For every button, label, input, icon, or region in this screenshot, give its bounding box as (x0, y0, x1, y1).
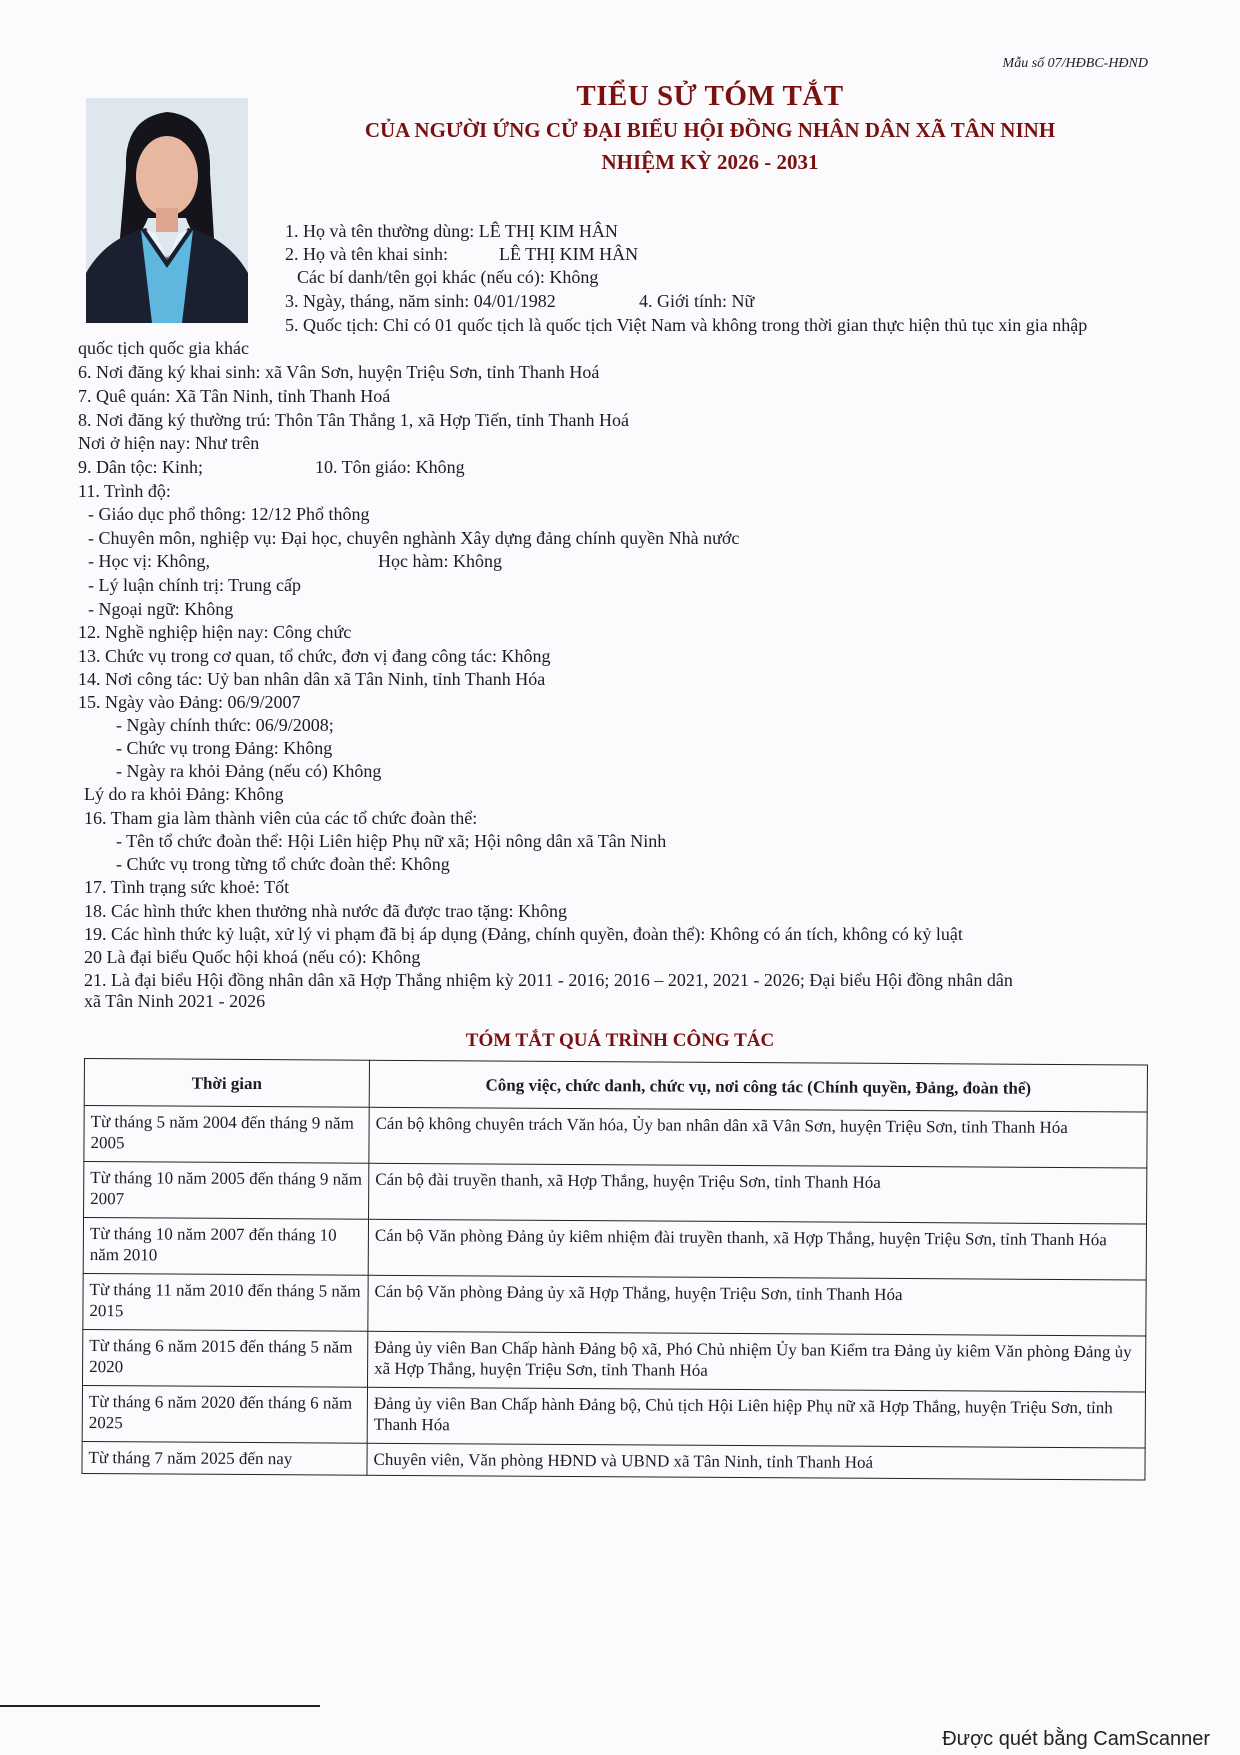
health-status: 17. Tình trạng sức khoẻ: Tốt (84, 877, 290, 897)
birth-name-label: 2. Họ và tên khai sinh: (285, 244, 448, 264)
birth-registration-place: 6. Nơi đăng ký khai sinh: xã Vân Sơn, huyện Triệu Sơn, tỉnh Thanh Hoá (78, 362, 600, 382)
footer-divider (0, 1705, 320, 1707)
birth-name-value: LÊ THỊ KIM HÂN (499, 244, 639, 264)
portrait-photo (86, 98, 248, 323)
organization-names: - Tên tổ chức đoàn thể: Hội Liên hiệp Phụ nữ xã; Hội nông dân xã Tân Ninh (116, 831, 667, 851)
religion: 10. Tôn giáo: Không (315, 457, 465, 477)
party-position: - Chức vụ trong Đảng: Không (116, 738, 333, 758)
title-line-3: NHIỆM KỲ 2026 - 2031 (601, 150, 819, 174)
row-job: Cán bộ Văn phòng Đảng ủy kiêm nhiệm đài truyền thanh, xã Hợp Thắng, huyện Triệu Sơn, tỉnh Thanh Hóa (368, 1219, 1146, 1280)
political-theory: - Lý luận chính trị: Trung cấp (88, 575, 301, 595)
title-line-1: TIỂU SỬ TÓM TẮT (576, 80, 844, 112)
table-row (83, 1218, 1146, 1280)
organization-positions: - Chức vụ trong từng tổ chức đoàn thể: Không (116, 854, 450, 874)
professional-qualification: - Chuyên môn, nghiệp vụ: Đại học, chuyên nghành Xây dựng đảng chính quyền Nhà nước (88, 528, 740, 548)
foreign-language: - Ngoại ngữ: Không (88, 599, 234, 619)
table-row (82, 1329, 1145, 1391)
awards: 18. Các hình thức khen thưởng nhà nước đã được trao tặng: Không (84, 901, 567, 921)
party-leave-date: - Ngày ra khỏi Đảng (nếu có) Không (116, 761, 382, 781)
workplace: 14. Nơi công tác: Uỷ ban nhân dân xã Tân Ninh, tỉnh Thanh Hóa (78, 669, 546, 689)
work-history-table (81, 1058, 1148, 1480)
academic-degree: - Học vị: Không, (88, 551, 210, 571)
form-code: Mẫu số 07/HĐBC-HĐND (1002, 56, 1148, 71)
position: 13. Chức vụ trong cơ quan, tổ chức, đơn vị đang công tác: Không (78, 646, 551, 666)
party-leave-reason: Lý do ra khỏi Đảng: Không (84, 784, 284, 804)
party-official-date: - Ngày chính thức: 06/9/2008; (116, 715, 334, 735)
education-heading: 11. Trình độ: (78, 481, 171, 501)
scanner-watermark: Được quét bằng CamScanner (942, 1728, 1210, 1750)
row-time: Từ tháng 6 năm 2020 đến tháng 6 năm 2025 (82, 1385, 367, 1443)
council-delegate-continued: xã Tân Ninh 2021 - 2026 (84, 991, 266, 1011)
occupation: 12. Nghề nghiệp hiện nay: Công chức (78, 622, 352, 642)
table-row (84, 1106, 1147, 1168)
row-job: Cán bộ đài truyền thanh, xã Hợp Thắng, huyện Triệu Sơn, tỉnh Thanh Hóa (369, 1163, 1147, 1224)
table-row (82, 1385, 1145, 1447)
gender: 4. Giới tính: Nữ (639, 291, 755, 311)
row-job: Cán bộ không chuyên trách Văn hóa, Ủy ban nhân dân xã Vân Sơn, huyện Triệu Sơn, tỉnh Thanh Hóa (369, 1107, 1147, 1168)
general-education: - Giáo dục phổ thông: 12/12 Phổ thông (88, 504, 370, 524)
disciplinary-records: 19. Các hình thức kỷ luật, xử lý vi phạm đã bị áp dụng (Đảng, chính quyền, đoàn thể): Không có án tích, không có kỷ luật (84, 924, 963, 944)
nationality: 5. Quốc tịch: Chỉ có 01 quốc tịch là quốc tịch Việt Nam và không trong thời gian thực hiện thủ tục xin gia nhập (285, 315, 1088, 335)
party-admission-date: 15. Ngày vào Đảng: 06/9/2007 (78, 692, 301, 712)
row-time: Từ tháng 5 năm 2004 đến tháng 9 năm 2005 (84, 1106, 369, 1164)
row-time: Từ tháng 10 năm 2005 đến tháng 9 năm 2007 (84, 1162, 369, 1220)
permanent-residence: 8. Nơi đăng ký thường trú: Thôn Tân Thắng 1, xã Hợp Tiến, tỉnh Thanh Hoá (78, 410, 629, 430)
document-title (300, 78, 1120, 178)
date-of-birth: 3. Ngày, tháng, năm sinh: 04/01/1982 (285, 291, 556, 311)
nationality-continued: quốc tịch quốc gia khác (78, 338, 249, 358)
council-delegate: 21. Là đại biểu Hội đồng nhân dân xã Hợp Thắng nhiệm kỳ 2011 - 2016; 2016 – 2021, 2021 - 2026; Đại biểu Hội đồng nhân dân (84, 970, 1013, 990)
row-time: Từ tháng 7 năm 2025 đến nay (82, 1441, 367, 1475)
row-time: Từ tháng 11 năm 2010 đến tháng 5 năm 2015 (83, 1273, 368, 1331)
common-name: 1. Họ và tên thường dùng: LÊ THỊ KIM HÂN (285, 221, 618, 241)
table-row (82, 1441, 1145, 1479)
row-time: Từ tháng 6 năm 2015 đến tháng 5 năm 2020 (82, 1329, 367, 1387)
table-header-row (84, 1059, 1147, 1112)
title-line-2: CỦA NGƯỜI ỨNG CỬ ĐẠI BIỂU HỘI ĐỒNG NHÂN DÂN XÃ TÂN NINH (364, 118, 1056, 142)
hometown: 7. Quê quán: Xã Tân Ninh, tỉnh Thanh Hoá (78, 386, 391, 406)
row-job: Đảng ủy viên Ban Chấp hành Đảng bộ xã, Phó Chủ nhiệm Ủy ban Kiểm tra Đảng ủy kiêm Văn phòng Đảng ủy xã Hợp Thắng, huyện Triệu Sơn, tỉnh Thanh Hóa (367, 1331, 1145, 1392)
header-job: Công việc, chức danh, chức vụ, nơi công tác (Chính quyền, Đảng, đoàn thể) (369, 1060, 1147, 1112)
academic-title: Học hàm: Không (378, 551, 502, 571)
organizations-heading: 16. Tham gia làm thành viên của các tổ chức đoàn thể: (84, 808, 478, 828)
row-job: Chuyên viên, Văn phòng HĐND và UBND xã Tân Ninh, tỉnh Thanh Hoá (367, 1443, 1145, 1480)
header-time: Thời gian (84, 1059, 369, 1108)
portrait-image (86, 98, 248, 323)
table-row (84, 1162, 1147, 1224)
work-history-title: TÓM TẮT QUÁ TRÌNH CÔNG TÁC (465, 1030, 775, 1051)
row-job: Đảng ủy viên Ban Chấp hành Đảng bộ, Chủ tịch Hội Liên hiệp Phụ nữ xã Hợp Thắng, huyện Triệu Sơn, tỉnh Thanh Hóa (367, 1387, 1145, 1448)
row-time: Từ tháng 10 năm 2007 đến tháng 10 năm 2010 (83, 1218, 368, 1276)
current-residence: Nơi ở hiện nay: Như trên (78, 433, 260, 453)
table-row (83, 1273, 1146, 1335)
row-job: Cán bộ Văn phòng Đảng ủy xã Hợp Thắng, huyện Triệu Sơn, tỉnh Thanh Hóa (368, 1275, 1146, 1336)
ethnicity: 9. Dân tộc: Kinh; (78, 457, 203, 477)
aliases: Các bí danh/tên gọi khác (nếu có): Không (297, 267, 599, 287)
national-assembly-delegate: 20 Là đại biểu Quốc hội khoá (nếu có): Không (84, 947, 421, 967)
